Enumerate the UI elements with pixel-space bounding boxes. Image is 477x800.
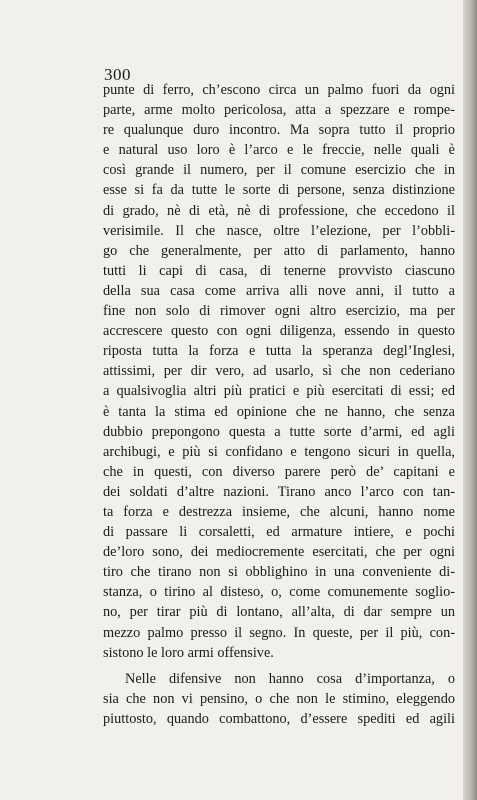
paragraph bbox=[103, 80, 455, 663]
text-line: così grande il numero, per il comune esercizio che in bbox=[103, 162, 455, 179]
text-line: di grado, nè di età, nè di professione, che eccedono il bbox=[103, 202, 455, 219]
text-line: tutti li capi di casa, di tenerne provvisto ciascuno bbox=[103, 262, 455, 279]
page-number: 300 bbox=[104, 65, 131, 84]
text-line: mezzo palmo presso il segno. In queste, per il più, con- bbox=[103, 624, 455, 641]
text-line: re qualunque duro incontro. Ma sopra tutto il proprio bbox=[103, 122, 455, 139]
text-line: accrescere questo con ogni diligenza, essendo in questo bbox=[103, 323, 455, 340]
text-line: che in questi, con diverso parere però de’ capitani e bbox=[103, 463, 455, 480]
body-text bbox=[103, 80, 455, 729]
text-line: verisimile. Il che nasce, oltre l’elezione, per l’obbli- bbox=[103, 222, 455, 239]
text-line: parte, arme molto pericolosa, atta a spezzare e rompe- bbox=[103, 102, 455, 119]
text-line: sistono le loro armi offensive. bbox=[103, 644, 274, 661]
text-line: di passare li corsaletti, ed armature intiere, e pochi bbox=[103, 524, 455, 541]
paragraph bbox=[103, 669, 455, 729]
text-line: ta forza e destrezza insieme, che alcuni, hanno nome bbox=[103, 503, 455, 520]
text-line: no, per tirar più di lontano, all’alta, di dar sempre un bbox=[103, 604, 455, 621]
text-line: punte di ferro, ch’escono circa un palmo fuori da ogni bbox=[103, 82, 455, 98]
text-line: della sua casa come arriva alli nove anni, il tutto a bbox=[103, 282, 455, 299]
text-line: stanza, o tirino al disteso, o, come comunemente soglio- bbox=[103, 584, 455, 601]
text-line: riposta tutta la forza e tutta la speranza degl’Inglesi, bbox=[103, 343, 455, 360]
text-line: Nelle difensive non hanno cosa d’importanza, o bbox=[125, 670, 455, 687]
text-line: de’loro sono, dei mediocremente esercitati, che per ogni bbox=[103, 544, 455, 561]
text-line: fine non solo di rimover ogni altro esercizio, ma per bbox=[103, 303, 455, 320]
text-line: dubbio prepongono questa a tutte sorte d’armi, ed agli bbox=[103, 423, 455, 440]
text-line: attissimi, per dir vero, ad usarlo, sì che non cederiano bbox=[103, 363, 455, 380]
text-line: tiro che tirano non si obblighino in una conveniente di- bbox=[103, 564, 455, 581]
text-line: go che generalmente, per atto di parlamento, hanno bbox=[103, 242, 455, 259]
page-gutter-shadow bbox=[463, 0, 477, 800]
text-line: a qualsivoglia altri più pratici e più esercitati di essi; ed bbox=[103, 383, 455, 400]
text-line: e natural uso loro è l’arco e le freccie, nelle quali è bbox=[103, 142, 455, 159]
text-line: sia che non vi pensino, o che non le stimino, eleggendo bbox=[103, 690, 455, 707]
text-line: archibugi, e più si confidano e tengono sicuri in quella, bbox=[103, 443, 455, 460]
text-line: piuttosto, quando combattono, d’essere spediti ed agili bbox=[103, 710, 455, 727]
text-line: è tanta la stima ed opinione che ne hanno, che senza bbox=[103, 403, 455, 420]
text-line: esse si fa da tutte le sorte di persone, senza distinzione bbox=[103, 182, 455, 199]
text-line: dei soldati d’altre nazioni. Tirano anco l’arco con tan- bbox=[103, 483, 455, 500]
